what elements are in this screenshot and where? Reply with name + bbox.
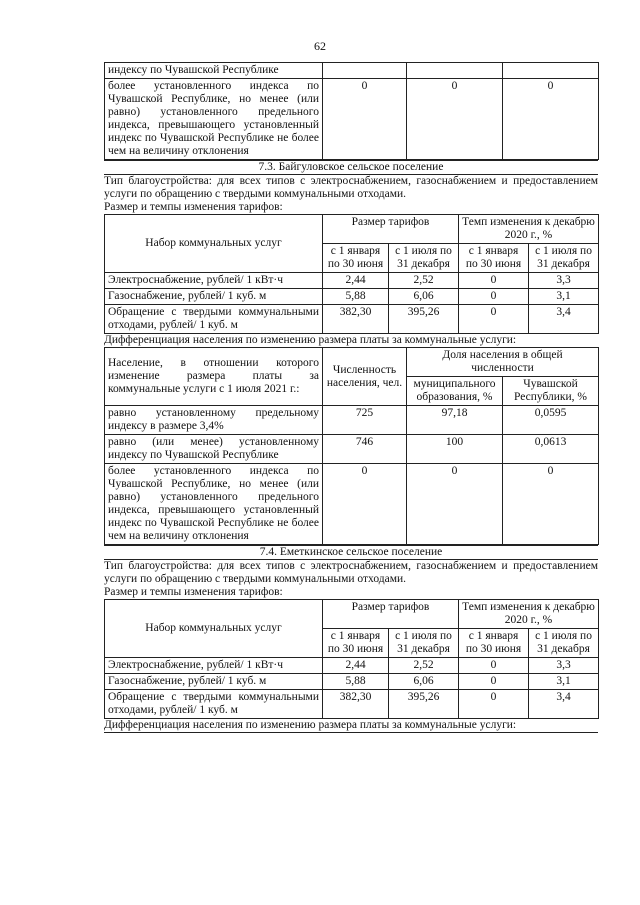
- rate-jul: 3,4: [529, 305, 599, 334]
- section-heading: 7.4. Еметкинское сельское поселение: [104, 545, 598, 560]
- tariff-caption: Размер и темпы изменения тарифов:: [104, 201, 283, 213]
- service-name: Обращение с твердыми коммунальными отходами, рублей/ 1 куб. м: [105, 305, 323, 334]
- diff-caption: Дифференциация населения по изменению размера платы за коммунальные услуги:: [104, 719, 598, 733]
- row-label: равно (или менее) установленному индексу по Чувашской Республике: [105, 435, 323, 464]
- rate-jul: 3,4: [529, 690, 599, 719]
- republic-share: 0,0613: [503, 435, 599, 464]
- top-diff-table: [104, 62, 599, 160]
- population-count: 0: [323, 79, 407, 160]
- table-row: [105, 406, 599, 435]
- table-row: [105, 674, 599, 690]
- population-count: 725: [323, 406, 407, 435]
- table-row: [105, 690, 599, 719]
- improvement-type: Тип благоустройства: для всех типов с электроснабжением, газоснабжением и предоставлением услуги по обращению с твердыми коммунальными отходами.: [104, 175, 598, 200]
- tariff-jul: 2,52: [389, 273, 459, 289]
- tariff-jul: 2,52: [389, 658, 459, 674]
- row-label: равно установленному предельному индексу в размере 3,4%: [105, 406, 323, 435]
- tariff-jul: 6,06: [389, 289, 459, 305]
- header-share: Доля населения в общей численности: [407, 348, 599, 377]
- tariff-table: [104, 599, 599, 719]
- rate-jan: 0: [459, 305, 529, 334]
- tariff-table: [104, 214, 599, 334]
- municipal-share: 100: [407, 435, 503, 464]
- municipal-share: 97,18: [407, 406, 503, 435]
- header-jan: с 1 января по 30 июня: [459, 244, 529, 273]
- population-count: 746: [323, 435, 407, 464]
- table-row: [105, 305, 599, 334]
- table-row: [105, 273, 599, 289]
- tariff-jul: 6,06: [389, 674, 459, 690]
- diff-table: [104, 347, 599, 545]
- service-name: Электроснабжение, рублей/ 1 кВт·ч: [105, 658, 323, 674]
- header-jan: с 1 января по 30 июня: [459, 629, 529, 658]
- diff-caption: Дифференциация населения по изменению размера платы за коммунальные услуги:: [104, 334, 517, 346]
- rate-jul: 3,1: [529, 674, 599, 690]
- header-tariff-size: Размер тарифов: [323, 215, 459, 244]
- rate-jul: 3,3: [529, 658, 599, 674]
- rate-jan: 0: [459, 273, 529, 289]
- table-row: [105, 464, 599, 545]
- table-row: [105, 289, 599, 305]
- tariff-jul: 395,26: [389, 305, 459, 334]
- section-heading: 7.3. Байгуловское сельское поселение: [104, 160, 598, 175]
- document-body: [104, 62, 598, 733]
- rate-jan: 0: [459, 674, 529, 690]
- header-jul: с 1 июля по 31 декабря: [389, 244, 459, 273]
- tariff-jan: 5,88: [323, 674, 389, 690]
- tariff-jan: 5,88: [323, 289, 389, 305]
- service-name: Газоснабжение, рублей/ 1 куб. м: [105, 674, 323, 690]
- tariff-jan: 382,30: [323, 305, 389, 334]
- table-row: [105, 435, 599, 464]
- population-count: 0: [323, 464, 407, 545]
- rate-jan: 0: [459, 690, 529, 719]
- header-count: Численность населения, чел.: [323, 348, 407, 406]
- row-label: индексу по Чувашской Республике: [105, 63, 323, 79]
- service-name: Обращение с твердыми коммунальными отходами, рублей/ 1 куб. м: [105, 690, 323, 719]
- header-republic: Чувашской Республики, %: [503, 377, 599, 406]
- republic-share: 0,0595: [503, 406, 599, 435]
- municipal-share: 0: [407, 464, 503, 545]
- table-row: [105, 658, 599, 674]
- tariff-caption: Размер и темпы изменения тарифов:: [104, 586, 283, 598]
- header-service: Набор коммунальных услуг: [105, 215, 323, 273]
- municipal-share: 0: [407, 79, 503, 160]
- header-jan: с 1 января по 30 июня: [323, 244, 389, 273]
- tariff-jan: 2,44: [323, 273, 389, 289]
- rate-jan: 0: [459, 658, 529, 674]
- tariff-jan: 382,30: [323, 690, 389, 719]
- rate-jul: 3,3: [529, 273, 599, 289]
- table-row: [105, 63, 599, 79]
- table-row: [105, 79, 599, 160]
- header-jul: с 1 июля по 31 декабря: [529, 244, 599, 273]
- page-number: 62: [314, 39, 326, 53]
- header-jul: с 1 июля по 31 декабря: [389, 629, 459, 658]
- tariff-jul: 395,26: [389, 690, 459, 719]
- row-label: более установленного индекса по Чувашской Республике, но менее (или равно) установленного предельного индекса, превышающего установленный индекс по Чувашской Республике не более чем на величину отклонения: [105, 79, 323, 160]
- header-tariff-size: Размер тарифов: [323, 600, 459, 629]
- row-label: более установленного индекса по Чувашской Республике, но менее (или равно) установленного предельного индекса, превышающего установленный индекс по Чувашской Республике не более чем на величину отклонения: [105, 464, 323, 545]
- header-rate: Темп изменения к декабрю 2020 г., %: [459, 215, 599, 244]
- header-jan: с 1 января по 30 июня: [323, 629, 389, 658]
- republic-share: 0: [503, 464, 599, 545]
- header-service: Набор коммунальных услуг: [105, 600, 323, 658]
- tariff-jan: 2,44: [323, 658, 389, 674]
- rate-jul: 3,1: [529, 289, 599, 305]
- republic-share: 0: [503, 79, 599, 160]
- header-jul: с 1 июля по 31 декабря: [529, 629, 599, 658]
- header-municipal: муниципального образования, %: [407, 377, 503, 406]
- service-name: Электроснабжение, рублей/ 1 кВт·ч: [105, 273, 323, 289]
- improvement-type: Тип благоустройства: для всех типов с электроснабжением, газоснабжением и предоставлением услуги по обращению с твердыми коммунальными отходами.: [104, 560, 598, 585]
- header-rate: Темп изменения к декабрю 2020 г., %: [459, 600, 599, 629]
- service-name: Газоснабжение, рублей/ 1 куб. м: [105, 289, 323, 305]
- rate-jan: 0: [459, 289, 529, 305]
- header-population: Население, в отношении которого изменение размера платы за коммунальные услуги с 1 июля 2021 г.:: [105, 348, 323, 406]
